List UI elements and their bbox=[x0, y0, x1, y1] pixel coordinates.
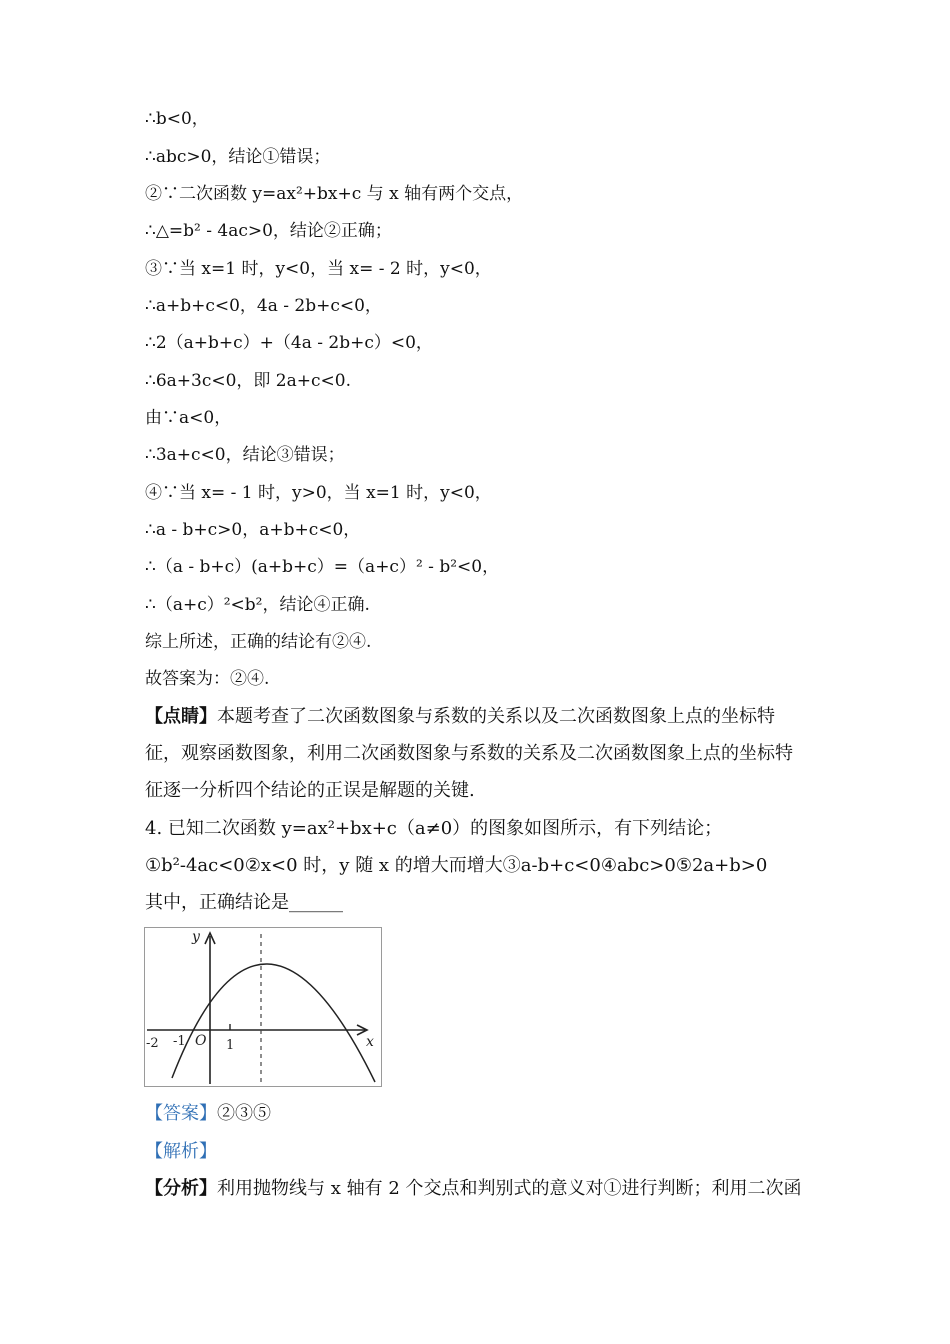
fenxi-label: 【分析】 bbox=[145, 1178, 217, 1199]
solution-line-5: ③∵当 x=1 时，y<0，当 x= - 2 时，y<0， bbox=[145, 259, 492, 279]
solution-line-2: ∴abc>0，结论①错误； bbox=[145, 147, 331, 167]
tick-label-1: 1 bbox=[226, 1038, 235, 1053]
dianjing-line-2: 征，观察函数图象，利用二次函数图象与系数的关系及二次函数图象上点的坐标特 bbox=[145, 743, 793, 764]
solution-line-10: ∴3a+c<0，结论③错误； bbox=[145, 445, 345, 465]
y-axis-label: y bbox=[192, 929, 200, 945]
dianjing-text-1: 本题考查了二次函数图象与系数的关系以及二次函数图象上点的坐标特 bbox=[217, 706, 775, 727]
solution-line-11: ④∵当 x= - 1 时，y>0，当 x=1 时，y<0， bbox=[145, 483, 492, 503]
solution-line-6: ∴a+b+c<0，4a - 2b+c<0， bbox=[145, 296, 382, 316]
parabola-figure bbox=[144, 927, 382, 1087]
origin-label: O bbox=[195, 1033, 207, 1049]
question-line-1: 4. 已知二次函数 y=ax²+bx+c（a≠0）的图象如图所示，有下列结论； bbox=[145, 818, 723, 839]
dianjing-label: 【点睛】 bbox=[145, 706, 217, 727]
solution-line-7: ∴2（a+b+c）+（4a - 2b+c）<0， bbox=[145, 333, 433, 353]
answer-line bbox=[145, 1102, 271, 1126]
tick-label-minus-1: -1 bbox=[173, 1034, 186, 1049]
fenxi-line bbox=[145, 1177, 802, 1201]
jiexi-label: 【解析】 bbox=[145, 1141, 217, 1162]
answer-value: ②③⑤ bbox=[217, 1103, 271, 1124]
question-line-2: ①b²-4ac<0②x<0 时，y 随 x 的增大而增大③a-b+c<0④abc>0⑤2a+b>0 bbox=[145, 855, 768, 876]
solution-line-1: ∴b<0， bbox=[145, 109, 209, 129]
solution-line-14: ∴（a+c）²<b²，结论④正确. bbox=[145, 595, 370, 615]
x-axis-label: x bbox=[366, 1034, 374, 1050]
fenxi-text: 利用抛物线与 x 轴有 2 个交点和判别式的意义对①进行判断；利用二次函 bbox=[217, 1178, 802, 1199]
jiexi-line bbox=[145, 1140, 217, 1164]
solution-line-12: ∴a - b+c>0，a+b+c<0， bbox=[145, 520, 361, 540]
solution-line-15: 综上所述，正确的结论有②④. bbox=[145, 632, 372, 652]
dianjing-line-3: 征逐一分析四个结论的正误是解题的关键. bbox=[145, 780, 475, 801]
solution-line-8: ∴6a+3c<0，即 2a+c<0. bbox=[145, 371, 351, 391]
question-line-3: 其中，正确结论是______ bbox=[145, 892, 343, 913]
answer-label: 【答案】 bbox=[145, 1103, 217, 1124]
parabola-curve bbox=[172, 964, 375, 1082]
solution-line-13: ∴（a - b+c）(a+b+c）=（a+c）² - b²<0， bbox=[145, 557, 500, 577]
parabola-graph bbox=[145, 928, 381, 1086]
solution-line-9: 由∵a<0， bbox=[145, 408, 232, 428]
solution-line-3: ②∵二次函数 y=ax²+bx+c 与 x 轴有两个交点， bbox=[145, 184, 524, 204]
dianjing-line-1 bbox=[145, 705, 775, 729]
solution-line-4: ∴△=b² - 4ac>0，结论②正确； bbox=[145, 221, 392, 241]
solution-line-16: 故答案为：②④. bbox=[145, 669, 270, 689]
tick-label-minus-2: -2 bbox=[146, 1036, 159, 1051]
